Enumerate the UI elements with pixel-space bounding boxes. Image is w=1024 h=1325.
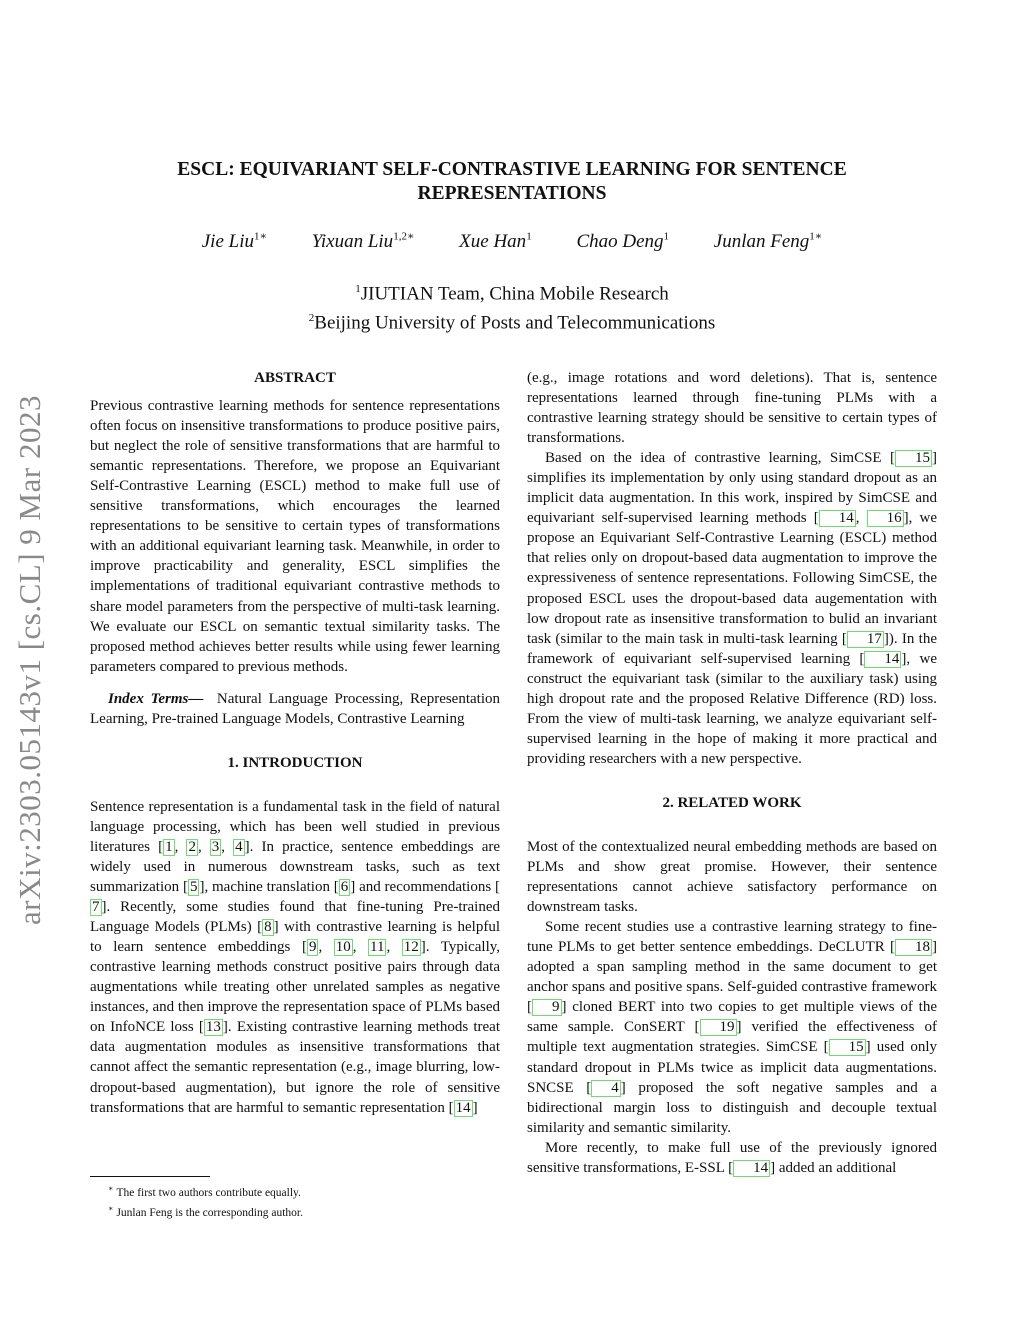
left-column — [90, 368, 500, 1118]
citation-link[interactable]: 16 — [867, 510, 904, 527]
arxiv-id-text: arXiv:2303.05143v1 [cs.CL] 9 Mar 2023 — [12, 395, 47, 925]
title-line-1: ESCL: EQUIVARIANT SELF-CONTRASTIVE LEARNING FOR SENTENCE — [177, 159, 847, 180]
citation-link[interactable]: 11 — [370, 939, 385, 956]
citation-link[interactable]: 9 — [308, 939, 317, 956]
author-list — [120, 230, 904, 253]
citation-link[interactable]: 14 — [819, 510, 856, 527]
affiliations — [120, 277, 904, 336]
abstract-text: Previous contrastive learning methods for sentence representations often focus on insensitive transformations to produce positive pairs, but neglect the role of sensitive transformations that are harmful to semantic representations. Therefore, we propose an Equivariant Self-Contrastive Learning (ESCL) method to make full use of sensitive transformations, which encourages the learned representations to be sensitive to certain types of transformations with an additional equivariant learning task. Meanwhile, in order to improve practicability and generality, ESCL simplifies the implementations of traditional equivariant contrastive methods to share model parameters from the perspective of multi-task learning. We evaluate our ESCL on semantic textual similarity tasks. The proposed method achieves better results while using fewer learning parameters compared to previous methods. — [90, 398, 500, 675]
affiliation: $^1$JIUTIAN Team, China Mobile Research — [355, 283, 669, 305]
related-work-paragraph: Most of the contextualized neural embedding methods are based on PLMs and show great promise. However, their sentence representations cannot achieve satisfactory performance on downstream tasks. — [527, 838, 937, 916]
paper-title — [120, 158, 904, 206]
introduction-heading: 1. INTRODUCTION — [227, 754, 363, 771]
citation-link[interactable]: 15 — [895, 450, 932, 467]
related-work-paragraph: More recently, to make full use of the previously ignored sensitive transformations, E-SSL [ 14 ] added an additional — [527, 1139, 937, 1176]
citation-link[interactable]: 4 — [235, 838, 243, 855]
citation-link[interactable]: 18 — [895, 939, 932, 956]
citation-link[interactable]: 2 — [188, 838, 196, 855]
footnote-rule — [90, 1176, 210, 1177]
citation-link[interactable]: 6 — [340, 879, 349, 896]
introduction-paragraph: Based on the idea of contrastive learning, SimCSE [ 15 ] simplifies its implementation by only using standard dropout as an implicit data augmentation. In this work, inspired by SimCSE and equivariant self-supervised learning methods [ 14 , 16 ], we propose an Equivariant Self-Contrastive Learning (ESCL) method that relies only on dropout-based data augmentation to improve the expressiveness of sentence representations. Following SimCSE, the proposed ESCL uses the dropout-based data augementation with low dropout rate as insensitive transformation to bulid an invariant task (similar to the main task in multi-task learning [ 17 ]). In the framework of equivariant self-supervised learning [ 14 ], we construct the equivariant task (similar to the auxiliary task) using high dropout rate and the proposed Relative Difference (RD) loss. From the view of multi-task learning, we analyze equivariant self-supervised learning in the hope of making it more practical and providing researchers with a new perspective. — [527, 450, 937, 767]
citation-link[interactable]: 5 — [189, 879, 198, 896]
footnote: ∗ The first two authors contribute equally. — [108, 1184, 301, 1199]
index-terms-text: Natural Language Processing, Representation Learning, Pre-trained Language Models, Contrastive Learning — [90, 690, 501, 727]
author: Chao Deng$^1$ — [576, 231, 670, 253]
citation-link[interactable]: 8 — [264, 919, 272, 936]
abstract-heading: ABSTRACT — [254, 370, 336, 386]
index-terms — [90, 689, 500, 729]
citation-link[interactable]: 10 — [335, 939, 351, 956]
introduction-continued: (e.g., image rotations and word deletions). That is, sentence representations learned through fine-tuning PLMs with a contrastive learning strategy should be sensitive to certain types of transformations. — [527, 370, 937, 447]
citation-link[interactable]: 19 — [700, 1019, 737, 1036]
citation-link[interactable]: 9 — [532, 999, 562, 1016]
author: Yixuan Liu$^{1,2∗}$ — [311, 231, 415, 253]
citation-link[interactable]: 4 — [591, 1080, 621, 1097]
title-line-2: REPRESENTATIONS — [417, 183, 607, 204]
citation-link[interactable]: 3 — [211, 838, 220, 855]
citation-link[interactable]: 13 — [205, 1019, 221, 1036]
citation-link[interactable]: 14 — [864, 651, 901, 668]
citation-link[interactable]: 12 — [403, 939, 419, 956]
right-column — [527, 368, 937, 1178]
footnotes — [90, 1176, 500, 1221]
citation-link[interactable]: 14 — [455, 1099, 471, 1116]
related-work-paragraph: Some recent studies use a contrastive learning strategy to fine-tune PLMs to get better sentence embeddings. DeCLUTR [ 18 ] adopted a span sampling method in the same document to get anchor spans and positive spans. Self-guided contrastive framework [ 9 ] cloned BERT into two copies to get multiple views of the same sample. ConSERT [ 19 ] verified the effectiveness of multiple text augmentation strategies. SimCSE [ 15 ] used only standard dropout in PLMs twice as implicit data augmentations. SNCSE [ 4 ] proposed the soft negative samples and a bidirectional margin loss to distinguish and decouple textual similarity and semantic similarity. — [527, 919, 937, 1136]
citation-link[interactable]: 15 — [829, 1039, 866, 1056]
affiliation: $^2$Beijing University of Posts and Telecommunications — [308, 312, 716, 334]
related-work-heading: 2. RELATED WORK — [662, 794, 802, 811]
citation-link[interactable]: 17 — [847, 631, 884, 648]
citation-link[interactable]: 1 — [165, 838, 173, 855]
citation-link[interactable]: 14 — [733, 1160, 770, 1177]
author: Xue Han$^1$ — [459, 231, 532, 253]
footnote: ∗ Junlan Feng is the corresponding author. — [108, 1203, 303, 1219]
introduction-paragraph: Sentence representation is a fundamental task in the field of natural language processing, which has been well studied in previous literatures [ 1 , 2 , 3 , 4 ]. In practice, sentence embeddings are widely used in numerous downstream tasks, such as text summarization [ 5 ], machine translation [ 6 ] and recommendations [7 ]. Recently, some studies found that fine-tuning Pre-trained Language Models (PLMs) [ 8 ] with contrastive learning is helpful to learn sentence embeddings [ 9 , 10 , 11 , 12 ]. Typically, contrastive learning methods construct positive pairs through data augmentations while treating other unrelated samples as negative instances, and then improve the representation space of PLMs based on InfoNCE loss [ 13 ]. Existing contrastive learning methods treat data augmentation modules as insensitive transformations that cannot affect the semantic representation (e.g., image blurring, low-dropout-based augmentation), but ignore the role of sensitive transformations that are harmful to semantic representation [ 14 ] — [90, 798, 501, 1116]
author: Jie Liu$^{1∗}$ — [201, 231, 267, 253]
citation-link[interactable]: 7 — [92, 899, 100, 916]
author: Junlan Feng$^{1∗}$ — [713, 231, 823, 253]
index-terms-label: Index Terms— — [108, 690, 204, 707]
